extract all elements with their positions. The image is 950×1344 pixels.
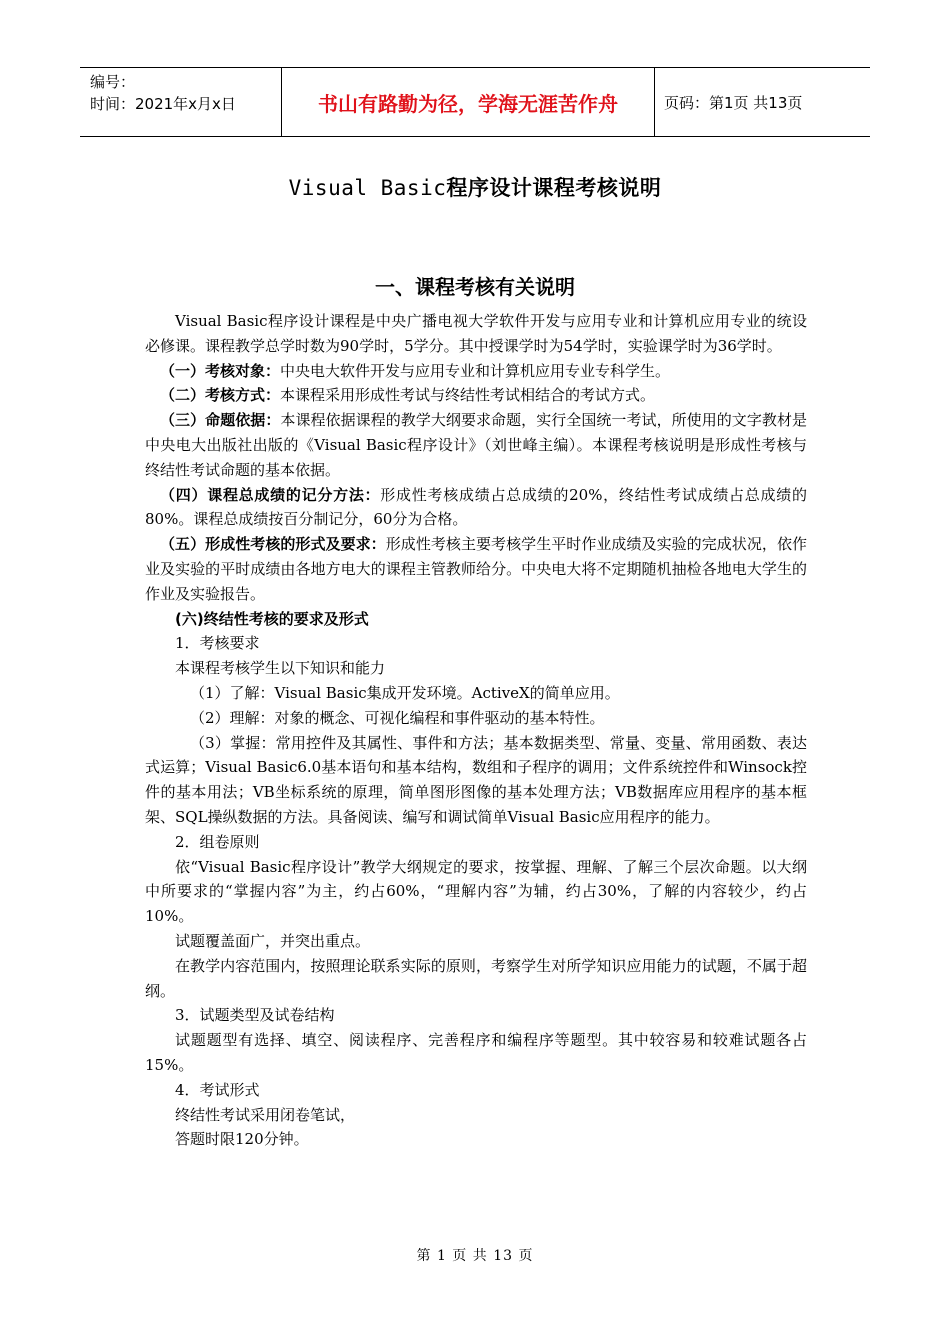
item-text: 形成性考核成绩占总成绩的20%，终结性考试成绩占总成绩的80%。课程总成绩按百分制记分，60分为合格。 (145, 485, 807, 529)
requirements-heading: 1．考核要求 (175, 634, 260, 653)
item-text: 形成性考核主要考核学生平时作业成绩及实验的完成状况，依作业及实验的平时成绩由各地方电大的课程主管教师给分。中央电大将不定期随机抽检各地电大学生的作业及实验报告。 (145, 535, 807, 603)
item6-label: (六)终结性考核的要求及形式 (175, 609, 369, 628)
organization-paragraph: 试题覆盖面广，并突出重点。 (175, 931, 371, 950)
exam-form-line: 答题时限120分钟。 (175, 1130, 309, 1149)
intro-paragraph: Visual Basic程序设计课程是中央广播电视大学软件开发与应用专业和计算机应用专业的统设必修课。课程教学总学时数为90学时，5学分。其中授课学时为54学时，实验课学时为36学时。 (145, 312, 807, 355)
item-paragraph (145, 408, 807, 482)
requirement-item: （2）理解：对象的概念、可视化编程和事件驱动的基本特性。 (190, 708, 605, 727)
item-label: （三）命题依据： (160, 411, 281, 430)
item-label: （二）考核方式： (160, 386, 281, 405)
section-heading: 一、课程考核有关说明 (375, 275, 575, 299)
item6-heading (145, 607, 807, 632)
requirements-intro: 本课程考核学生以下知识和能力 (175, 659, 386, 678)
header-page-info: 页码：第1页 共13页 (664, 93, 803, 112)
item-label: （五）形成性考核的形式及要求： (160, 535, 386, 554)
page-footer: 第 1 页 共 13 页 (416, 1248, 534, 1264)
question-types-heading: 3．试题类型及试卷结构 (175, 1006, 335, 1025)
document-title (0, 172, 950, 202)
header-motto-cell (281, 68, 655, 136)
document-title-latin: Visual Basic (288, 176, 447, 200)
item-label: （一）考核对象： (160, 361, 281, 380)
exam-form-heading: 4．考试形式 (175, 1080, 260, 1099)
organization-heading: 2．组卷原则 (175, 832, 260, 851)
item-label: （四）课程总成绩的记分方法： (160, 485, 381, 504)
header-motto: 书山有路勤为径，学海无涯苦作舟 (318, 91, 618, 116)
question-types-paragraph: 试题题型有选择、填空、阅读程序、完善程序和编程序等题型。其中较容易和较难试题各占15%。 (145, 1031, 807, 1074)
organization-paragraph: 依“Visual Basic程序设计”教学大纲规定的要求，按掌握、理解、了解三个层次命题。以大纲中所要求的“掌握内容”为主，约占60%，“理解内容”为辅，约占30%，了解的内容较少，约占10%。 (145, 857, 807, 926)
exam-form-line: 终结性考试采用闭卷笔试， (175, 1105, 356, 1124)
item-paragraph (145, 383, 807, 408)
item-text: 中央电大软件开发与应用专业和计算机应用专业专科学生。 (280, 361, 671, 380)
header-page-cell (654, 68, 870, 136)
document-title-cn: 程序设计课程考核说明 (446, 176, 662, 200)
requirement-item: （1）了解：Visual Basic集成开发环境。ActiveX的简单应用。 (190, 683, 620, 702)
document-time-label: 时间：2021年x月x日 (90, 95, 236, 113)
page-header (80, 67, 870, 137)
item-text: 本课程采用形成性考试与终结性考试相结合的考试方式。 (280, 386, 656, 405)
item-paragraph (145, 483, 807, 533)
item-text: 本课程依据课程的教学大纲要求命题，实行全国统一考试，所使用的文字教材是中央电大出版社出版的《Visual Basic程序设计》（刘世峰主编）。本课程考核说明是形成性考核与终结性考试命题的基本依据。 (145, 411, 807, 479)
document-number-label: 编号： (90, 73, 136, 91)
item-paragraph (145, 532, 807, 606)
header-left-cell (80, 68, 280, 136)
requirement-item: （3）掌握：常用控件及其属性、事件和方法；基本数据类型、常量、变量、常用函数、表达式运算；Visual Basic6.0基本语句和基本结构，数组和子程序的调用；文件系统控件和Winsock控件的基本用法；VB坐标系统的原理，简单图形图像的基本处理方法；VB数据库应用程序的基本框架、SQL操纵数据的方法。具备阅读、编写和调试简单Visual Basic应用程序的能力。 (145, 733, 807, 826)
organization-paragraph: 在教学内容范围内，按照理论联系实际的原则，考察学生对所学知识应用能力的试题，不属于超纲。 (145, 956, 807, 1000)
item-paragraph (145, 359, 807, 384)
document-body (145, 309, 807, 1152)
